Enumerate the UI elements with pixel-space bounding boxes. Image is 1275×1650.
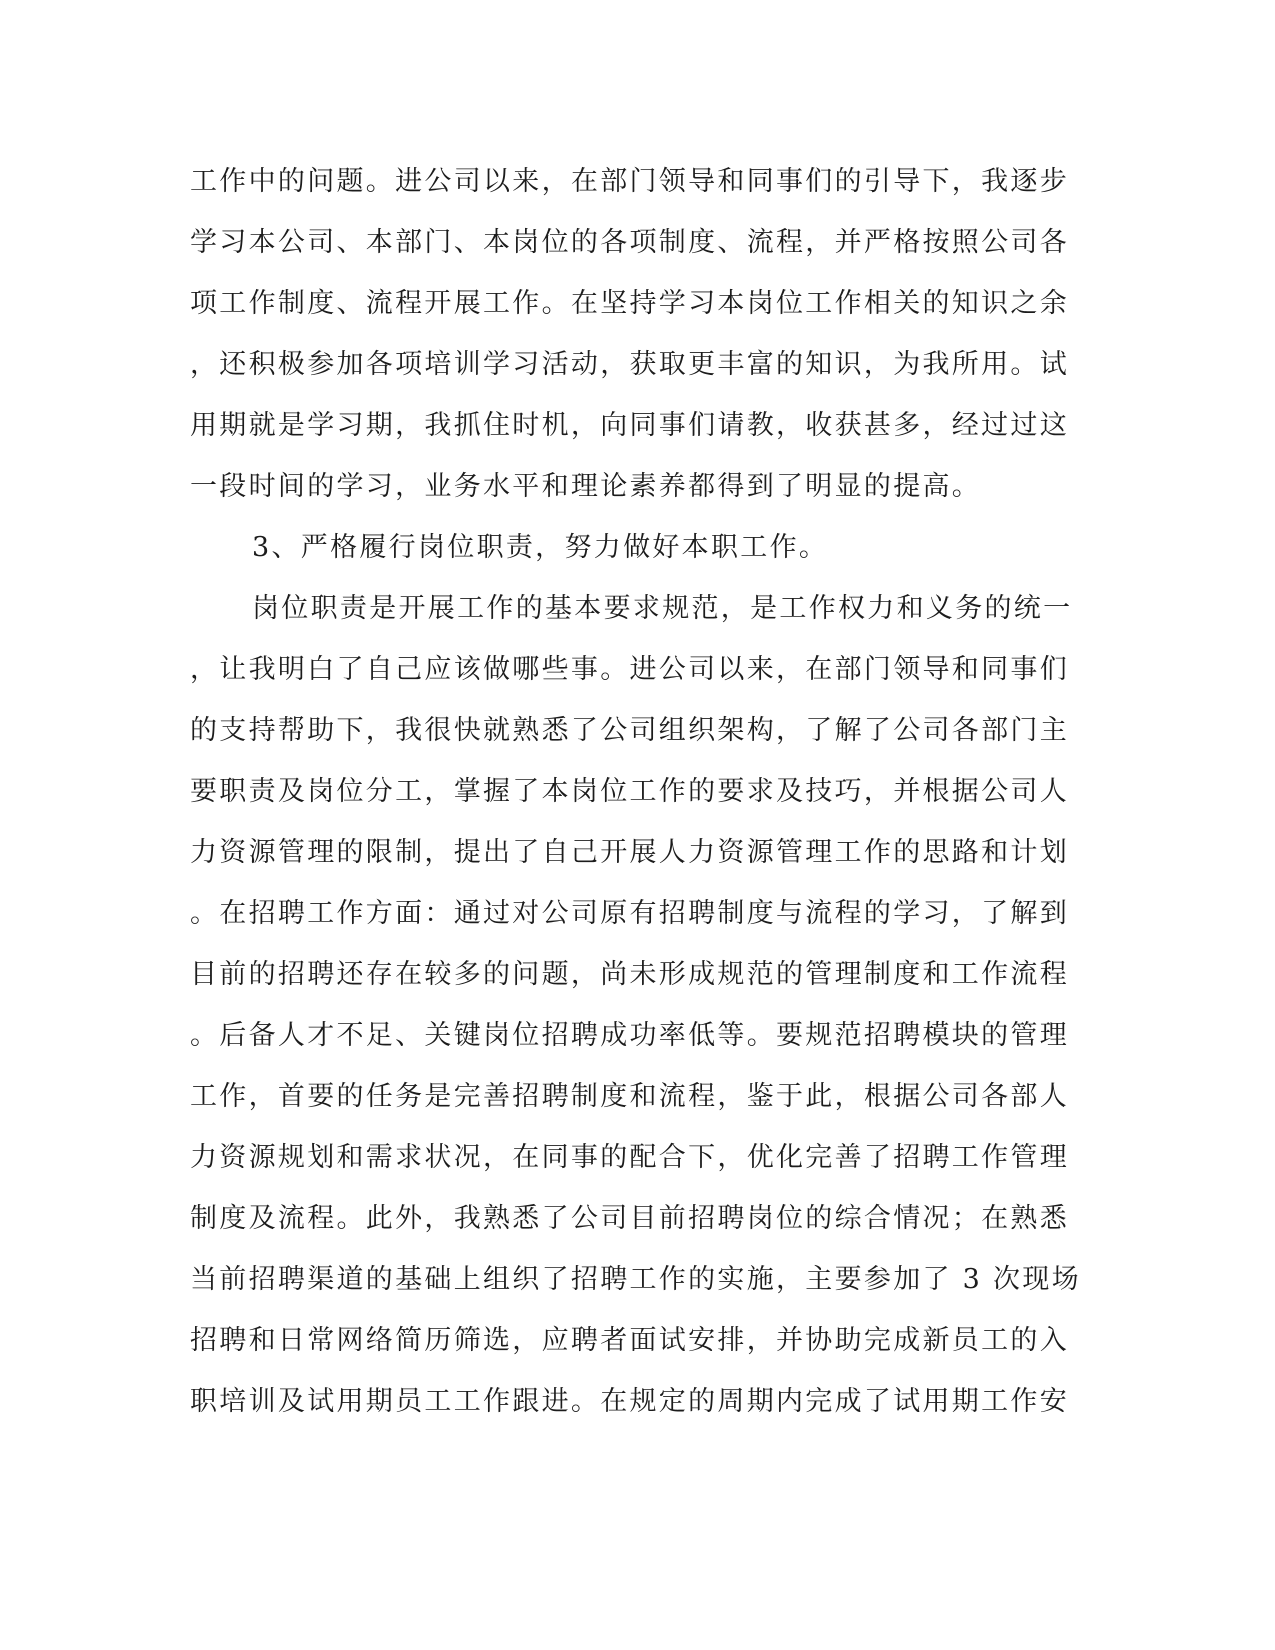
paragraph-line: 岗位职责是开展工作的基本要求规范，是工作权力和义务的统一: [252, 593, 1073, 624]
paragraph-line: 。后备人才不足、关键岗位招聘成功率低等。要规范招聘模块的管理: [190, 1020, 1069, 1051]
paragraph-line: 目前的招聘还存在较多的问题，尚未形成规范的管理制度和工作流程: [190, 959, 1069, 990]
paragraph-line: 招聘和日常网络简历筛选，应聘者面试安排，并协助完成新员工的入: [190, 1325, 1069, 1356]
paragraph-line: ，还积极参加各项培训学习活动，获取更丰富的知识，为我所用。试: [190, 349, 1069, 380]
paragraph-line: 学习本公司、本部门、本岗位的各项制度、流程，并严格按照公司各: [190, 227, 1069, 258]
paragraph-line: 项工作制度、流程开展工作。在坚持学习本岗位工作相关的知识之余: [190, 288, 1069, 319]
paragraph-line: 要职责及岗位分工，掌握了本岗位工作的要求及技巧，并根据公司人: [190, 776, 1069, 807]
paragraph-line: 用期就是学习期，我抓住时机，向同事们请教，收获甚多，经过过这: [190, 410, 1069, 441]
paragraph-line: ，让我明白了自己应该做哪些事。进公司以来，在部门领导和同事们: [190, 654, 1069, 685]
paragraph-line: 的支持帮助下，我很快就熟悉了公司组织架构，了解了公司各部门主: [190, 715, 1069, 746]
paragraph-line: 力资源管理的限制，提出了自己开展人力资源管理工作的思路和计划: [190, 837, 1069, 868]
paragraph-line: 工作，首要的任务是完善招聘制度和流程，鉴于此，根据公司各部人: [190, 1081, 1069, 1112]
paragraph-line: 工作中的问题。进公司以来，在部门领导和同事们的引导下，我逐步: [190, 166, 1069, 197]
paragraph-line: 力资源规划和需求状况，在同事的配合下，优化完善了招聘工作管理: [190, 1142, 1069, 1173]
paragraph-line: 当前招聘渠道的基础上组织了招聘工作的实施，主要参加了 3 次现场: [190, 1264, 1081, 1295]
section-heading: 3、严格履行岗位职责，努力做好本职工作。: [252, 532, 829, 563]
paragraph-line: 制度及流程。此外，我熟悉了公司目前招聘岗位的综合情况；在熟悉: [190, 1203, 1069, 1234]
paragraph-line: 职培训及试用期员工工作跟进。在规定的周期内完成了试用期工作安: [190, 1386, 1069, 1417]
paragraph-line: 一段时间的学习，业务水平和理论素养都得到了明显的提高。: [190, 471, 982, 502]
paragraph-line: 。在招聘工作方面：通过对公司原有招聘制度与流程的学习，了解到: [190, 898, 1069, 929]
